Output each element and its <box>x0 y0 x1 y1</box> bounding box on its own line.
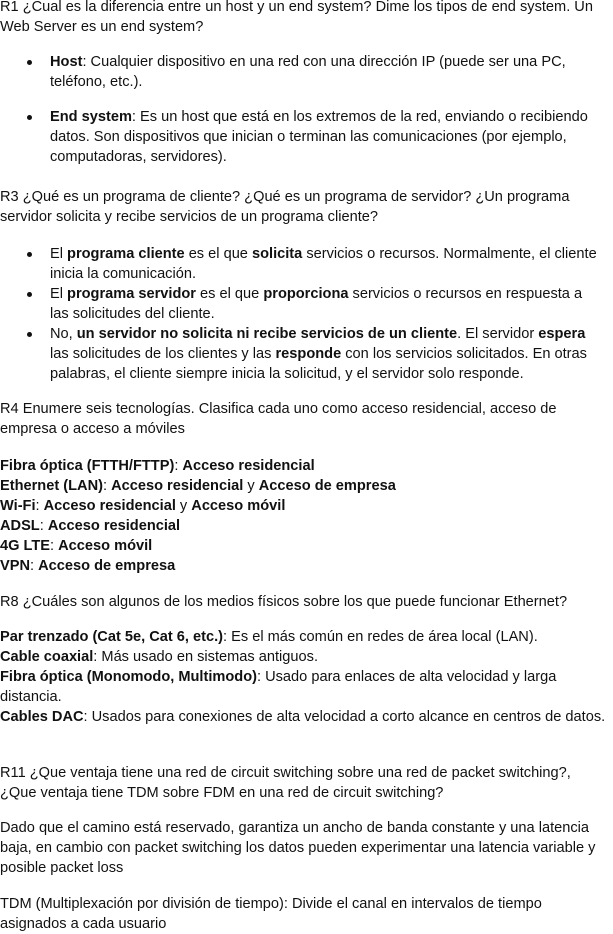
text-run: El <box>50 286 68 302</box>
bold-text: Acceso residencial <box>43 498 176 514</box>
text-run: . El servidor <box>457 326 539 342</box>
bold-text: Host <box>50 54 83 70</box>
bold-text: Fibra óptica (FTTH/FTTP) <box>0 458 175 474</box>
bold-text: VPN <box>0 558 31 574</box>
bold-text: End system <box>50 109 132 125</box>
list-item <box>0 107 600 167</box>
tech-line <box>0 476 610 496</box>
r1-list <box>0 52 600 167</box>
media-paragraph <box>0 647 610 667</box>
text-run: : <box>35 498 44 514</box>
list-item <box>0 244 600 284</box>
bold-text: Wi-Fi <box>0 498 36 514</box>
text-run: y <box>243 478 259 494</box>
text-run: El <box>50 246 68 262</box>
bold-text: 4G LTE <box>0 538 51 554</box>
bold-text: responde <box>275 346 342 362</box>
bold-text: Par trenzado (Cat 5e, Cat 6, etc.) <box>0 629 224 645</box>
text-run: : <box>102 478 112 494</box>
bold-text: solicita <box>251 246 303 262</box>
list-item <box>0 324 600 384</box>
tech-line <box>0 536 610 556</box>
bullet-icon <box>27 115 32 120</box>
r11-question: R11 ¿Que ventaja tiene una red de circuit switching sobre una red de packet switching?, ¿Que ventaja tiene TDM sobre FDM en una red de circuit switching? <box>0 765 571 801</box>
bold-text: Acceso residencial <box>111 478 244 494</box>
r3-list <box>0 244 600 384</box>
text-run: : Más usado en sistemas antiguos. <box>93 649 318 665</box>
bold-text: Acceso de empresa <box>258 478 396 494</box>
text-run: servicios o recursos. Normalmente, el cliente inicia la comunicación. <box>50 246 597 282</box>
bold-text: Cables DAC <box>0 709 84 725</box>
r1-item-2 <box>50 109 588 165</box>
list-item <box>0 52 600 92</box>
r8-question: R8 ¿Cuáles son algunos de los medios físicos sobre los que puede funcionar Ethernet? <box>0 594 568 610</box>
media-paragraph <box>0 707 610 727</box>
r4-question: R4 Enumere seis tecnologías. Clasifica cada uno como acceso residencial, acceso de empresa o acceso a móviles <box>0 401 557 437</box>
text-run: No, <box>50 326 77 342</box>
text-run: es el que <box>196 286 264 302</box>
text-run: : <box>39 518 48 534</box>
r3-question: R3 ¿Qué es un programa de cliente? ¿Qué es un programa de servidor? ¿Un programa servidor solicita y recibe servicios de un programa cliente? <box>0 189 570 225</box>
text-run: : <box>30 558 39 574</box>
text-run: y <box>175 498 192 514</box>
r11-answer: Dado que el camino está reservado, garantiza un ancho de banda constante y una latencia baja, en cambio con packet switching los datos pueden experimentar una latencia variable y posible packet loss <box>0 820 596 876</box>
bold-text: Acceso móvil <box>58 538 153 554</box>
text-run: servicios o recursos en respuesta a las solicitudes del cliente. <box>50 286 583 322</box>
text-run: : <box>50 538 59 554</box>
bold-text: Acceso residencial <box>47 518 181 534</box>
bullet-icon <box>27 292 32 297</box>
r1-item-1 <box>50 54 566 90</box>
bold-text: Ethernet (LAN) <box>0 478 103 494</box>
text-run: : <box>174 458 183 474</box>
tech-line <box>0 496 610 516</box>
text-run: es el que <box>184 246 252 262</box>
text-run: las solicitudes de los clientes y las <box>50 346 276 362</box>
r11-tdm: TDM (Multiplexación por división de tiempo): Divide el canal en intervalos de tiempo asignados a cada usuario <box>0 896 542 932</box>
bullet-icon <box>27 252 32 257</box>
bold-text: Acceso residencial <box>182 458 315 474</box>
bold-text: programa cliente <box>67 246 185 262</box>
media-paragraph <box>0 667 610 707</box>
r8-media <box>0 627 610 727</box>
text-run: : Es un host que está en los extremos de la red, enviando o recibiendo datos. Son dispositivos que inician o terminan las comunicaciones (por ejemplo, computadoras, servidores). <box>50 109 588 165</box>
r1-question: R1 ¿Cual es la diferencia entre un host y un end system? Dime los tipos de end system. Un Web Server es un end system? <box>0 0 593 35</box>
r4-lines <box>0 456 610 576</box>
bold-text: ADSL <box>0 518 40 534</box>
bullet-icon <box>27 60 32 65</box>
bold-text: programa servidor <box>67 286 196 302</box>
r3-item-1 <box>50 246 597 282</box>
tech-line <box>0 456 610 476</box>
r3-item-3 <box>50 326 587 382</box>
text-run: : Es el más común en redes de área local (LAN). <box>223 629 538 645</box>
text-run: : Usados para conexiones de alta velocidad a corto alcance en centros de datos. <box>83 709 606 725</box>
r3-item-2 <box>50 286 582 322</box>
text-run: : Cualquier dispositivo en una red con una dirección IP (puede ser una PC, teléfono, etc.). <box>50 54 566 90</box>
bold-text: Cable coaxial <box>0 649 94 665</box>
media-paragraph <box>0 627 610 647</box>
list-item <box>0 284 600 324</box>
bold-text: espera <box>538 326 586 342</box>
bold-text: un servidor no solicita ni recibe servicios de un cliente <box>76 326 458 342</box>
tech-line <box>0 556 610 576</box>
text-run: : Usado para enlaces de alta velocidad y larga distancia. <box>0 669 557 705</box>
bold-text: Acceso de empresa <box>38 558 176 574</box>
bold-text: Fibra óptica (Monomodo, Multimodo) <box>0 669 257 685</box>
bullet-icon <box>27 332 32 337</box>
bold-text: Acceso móvil <box>191 498 286 514</box>
bold-text: proporciona <box>263 286 349 302</box>
text-run: con los servicios solicitados. En otras palabras, el cliente siempre inicia la solicitud, y el servidor solo responde. <box>50 346 587 382</box>
tech-line <box>0 516 610 536</box>
